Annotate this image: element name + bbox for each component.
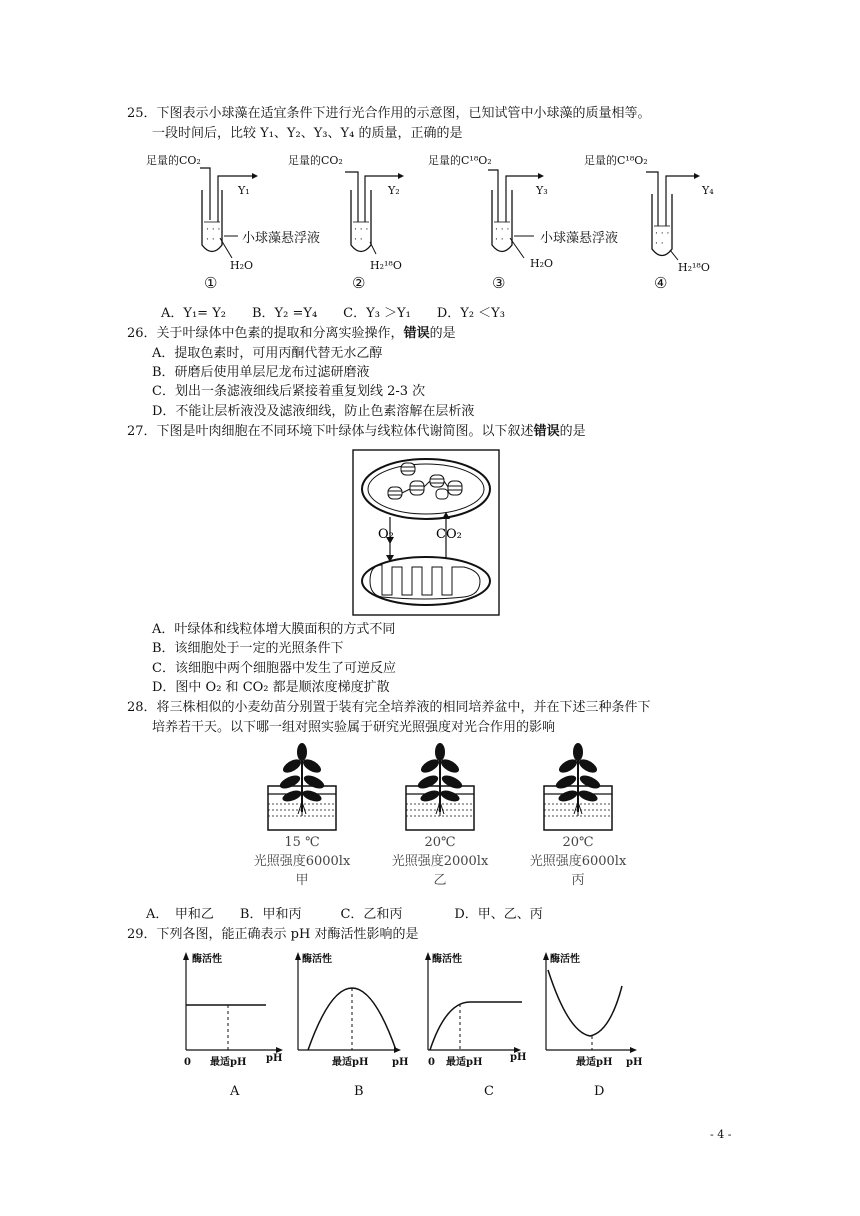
plant-b [406,743,474,830]
graph-a-ylabel: 酶活性 [192,954,222,965]
graph-c [425,952,526,1099]
graph-a-optimum: 最适pH [210,1057,247,1068]
tube-1-gas: 足量的CO₂ [146,154,201,167]
q27-option-d: D．图中 O₂ 和 CO₂ 都是顺浓度梯度扩散 [152,680,390,695]
graph-d-xlabel: pH [626,1057,643,1068]
plant-c-light: 光照强度6000lx [529,854,627,869]
q27-organelle-diagram [352,449,500,616]
svg-text:· ·: · · [655,239,664,249]
graph-c-origin: 0 [428,1057,435,1068]
tube-3 [428,154,553,292]
q29-ph-graphs [170,948,643,1103]
graph-d-letter: D [594,1084,605,1099]
plant-c [544,743,612,830]
q27-option-c: C．该细胞中两个细胞器中发生了可逆反应 [152,661,396,676]
q28-options: A． 甲和乙 B．甲和丙 C．乙和丙 D．甲、乙、丙 [146,907,543,922]
q25-diagram [140,150,740,295]
co2-label: CO₂ [436,527,462,542]
q26-option-d: D．不能让层析液没及滤液细线，防止色素溶解在层析液 [152,404,475,419]
graph-b-xlabel: pH [392,1057,409,1068]
tube-2-mark: ② [352,274,366,292]
q25-suspension-left: 小球藻悬浮液 [242,231,321,246]
q26-stem: 26．关于叶绿体中色素的提取和分离实验操作，错误的是 [127,326,456,341]
tube-4 [584,154,714,292]
svg-text:· · ·: · · · [495,225,510,235]
graph-b-ylabel: 酶活性 [302,954,332,965]
mitochondrion [362,557,490,605]
tube-3-water: H₂O [530,257,554,270]
q27-option-a: A．叶绿体和线粒体增大膜面积的方式不同 [152,622,396,637]
svg-text:· · ·: · · · [354,225,369,235]
svg-text:· ·: · · [206,235,215,245]
tube-2-water: H₂¹⁸O [370,259,402,272]
q28-stem-line2: 培养若干天。以下哪一组对照实验属于研究光照强度对光合作用的影响 [152,720,556,735]
q25-stem-line2: 一段时间后，比较 Y₁、Y₂、Y₃、Y₄ 的质量，正确的是 [152,126,463,141]
q26-option-a: A．提取色素时，可用丙酮代替无水乙醇 [152,346,383,361]
graph-b [295,952,408,1099]
graph-b-optimum: 最适pH [332,1057,369,1068]
graph-b-letter: B [354,1084,364,1099]
graph-c-optimum: 最适pH [446,1057,483,1068]
svg-text:· · ·: · · · [655,229,670,239]
svg-text:· · ·: · · · [206,225,221,235]
q28-plants-diagram [240,742,660,892]
tube-4-y: Y₄ [702,184,714,197]
plant-c-name: 丙 [571,873,585,888]
tube-3-mark: ③ [492,274,506,292]
graph-c-xlabel: pH [510,1052,527,1063]
graph-a-xlabel: pH [266,1053,283,1064]
plant-a [268,743,336,830]
o2-label: O₂ [378,527,394,542]
q27-option-b: B．该细胞处于一定的光照条件下 [152,641,344,656]
graph-c-ylabel: 酶活性 [432,954,462,965]
chloroplast [362,459,490,519]
page-number: - 4 - [710,1128,732,1141]
q27-stem: 27．下图是叶肉细胞在不同环境下叶绿体与线粒体代谢简图。以下叙述错误的是 [127,424,586,439]
q26-option-b: B．研磨后使用单层尼龙布过滤研磨液 [152,365,370,380]
plant-b-light: 光照强度2000lx [391,854,489,869]
tube-4-water: H₂¹⁸O [678,261,710,274]
q28-stem-line1: 28．将三株相似的小麦幼苗分别置于装有完全培养液的相同培养盆中，并在下述三种条件下 [127,700,651,715]
tube-2-y: Y₂ [388,184,400,197]
graph-a [183,952,283,1099]
q25-options: A．Y₁= Y₂ B．Y₂ =Y₄ C．Y₃ ＞Y₁ D．Y₂ ＜Y₃ [161,306,505,321]
tube-1 [146,154,258,292]
plant-b-temp: 20℃ [424,835,456,850]
graph-a-letter: A [230,1084,240,1099]
plant-c-temp: 20℃ [562,835,594,850]
tube-3-y: Y₃ [536,184,548,197]
plant-a-light: 光照强度6000lx [253,854,351,869]
graph-d-optimum: 最适pH [576,1057,613,1068]
plant-b-name: 乙 [433,873,447,888]
plant-a-temp: 15 ℃ [284,835,320,850]
tube-4-mark: ④ [654,274,668,292]
graph-d-ylabel: 酶活性 [550,954,580,965]
graph-a-origin: 0 [184,1057,191,1068]
svg-text:· ·: · · [354,235,363,245]
plant-a-name: 甲 [295,873,309,888]
svg-text:· ·: · · [495,235,504,245]
q26-option-c: C．划出一条滤液细线后紧接着重复划线 2-3 次 [152,384,426,399]
tube-2-gas: 足量的CO₂ [288,154,343,167]
q25-suspension-right: 小球藻悬浮液 [540,231,619,246]
graph-c-letter: C [484,1084,494,1099]
q29-stem: 29．下列各图，能正确表示 pH 对酶活性影响的是 [127,927,419,942]
tube-2 [288,154,404,292]
graph-d [543,952,642,1099]
tube-3-gas: 足量的C¹⁸O₂ [428,154,492,167]
tube-1-y: Y₁ [238,184,250,197]
tube-1-water: H₂O [230,259,254,272]
q25-stem-line1: 25．下图表示小球藻在适宜条件下进行光合作用的示意图，已知试管中小球藻的质量相等。 [127,106,651,121]
tube-1-mark: ① [204,274,218,292]
tube-4-gas: 足量的C¹⁸O₂ [584,154,648,167]
